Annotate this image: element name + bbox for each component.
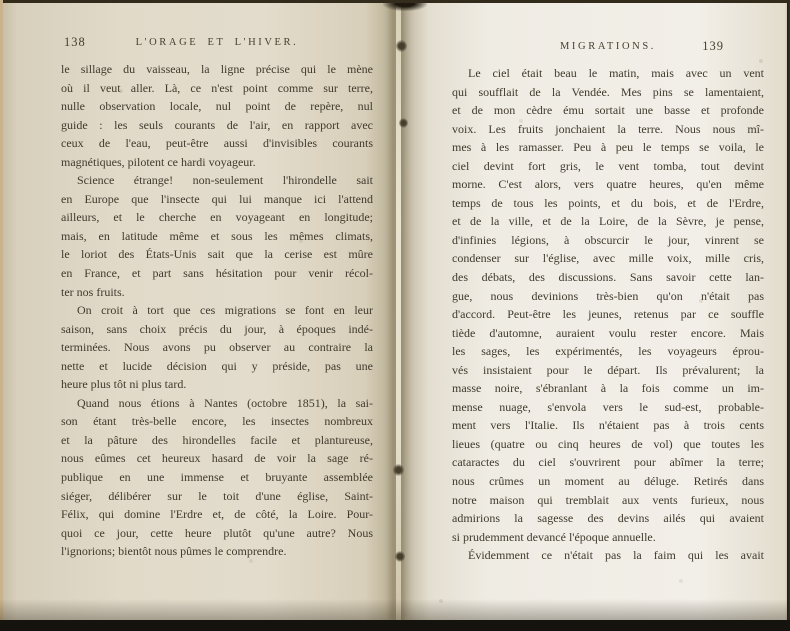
page-number-right: 139 (702, 39, 724, 53)
page-body (452, 64, 764, 565)
text-line: On croit à tort que ces migrations se font en leur (77, 303, 373, 318)
text-line: gue, nous devinions très-bien qu'on n'était pas (452, 288, 764, 303)
text-line: en Europe que l'insecte qui lui manque ici l'attend (61, 191, 373, 206)
photo-right-edge (785, 3, 790, 620)
text-line: nulle observation locale, nul point de repère, nul (61, 99, 373, 114)
page-body (61, 60, 373, 561)
text-line: tiède d'automne, auraient voulu rester encore. Mais (452, 325, 764, 340)
text-line: des débats, des discussions. Sans savoir cette lan- (452, 270, 764, 285)
text-line: vés insistaient pour le départ. Ils prévalurent; la (452, 362, 764, 377)
text-line: nous crûmes un moment au déluge. Retirés dans (452, 474, 764, 489)
text-line: ceux de l'eau, peut-être aussi d'invisibles courants (61, 136, 373, 151)
text-line: mes à les ramasser. Peu à peu le temps se voila, le (452, 140, 764, 155)
text-line: voix. Les fruits jonchaient la terre. Nous nous mî- (452, 121, 764, 136)
text-line: ailleurs, et le cherche en voyageant en longitude; (61, 210, 373, 225)
text-line: d'infinies légions, à obscurcir le jour, vinrent se (452, 232, 764, 247)
text-line: d'accord. Peut-être les jeunes, retenus par ce souffle (452, 307, 764, 322)
text-line: quoi ce jour, cette heure plutôt qu'une autre? Nous (61, 525, 373, 540)
text-line: mense nuage, s'envola vers le sud-est, probable- (452, 399, 764, 414)
text-line: Évidemment ce n'était pas la faim qui les avait (468, 548, 764, 563)
text-line: nette et lucide décision qui y préside, pas une (61, 358, 373, 373)
text-line: siéger, délibérer sur le toit d'une église, Saint- (61, 488, 373, 503)
text-line: et la pâture des hirondelles facile et plantureuse, (61, 432, 373, 447)
text-line: son étant très-belle encore, les insectes nombreux (61, 414, 373, 429)
binding-hole (395, 551, 405, 562)
page-bottom-shadow (0, 599, 790, 620)
text-line: guide : les seuls courants de l'air, en rapport avec (61, 117, 373, 132)
binding-hole (393, 464, 404, 476)
running-title-left: L'ORAGE ET L'HIVER. (135, 37, 299, 48)
photo-left-edge (0, 0, 3, 631)
text-line: morne. C'est alors, vers quatre heures, qu'en même (452, 177, 764, 192)
text-line: si prudemment devancé l'époque annuelle. (452, 529, 656, 544)
text-line: magnétiques, pilotent ce hardi voyageur. (61, 154, 256, 169)
text-line: Science étrange! non-seulement l'hirondelle sait (77, 173, 373, 188)
text-line: temps de tous les points, et du bois, et de l'Erdre, (452, 195, 764, 210)
binding-hole (396, 40, 407, 52)
page-number-left: 138 (64, 35, 86, 49)
text-line: ter nos fruits. (61, 284, 125, 299)
text-line: nous eûmes cet heureux hasard de voir la sage ré- (61, 451, 373, 466)
text-line: lieues (quatre ou cinq heures de vol) que toutes les (452, 436, 764, 451)
text-line: et de la ville, et de la Loire, de la Sèvre, je pense, (452, 214, 764, 229)
text-line: mais, en latitude même et sous les mêmes climats, (61, 228, 373, 243)
text-line: cataractes du ciel s'ouvrirent pour abîmer la terre; (452, 455, 764, 470)
text-line: publique en une immense et bruyante assemblée (61, 470, 373, 485)
text-line: ment vers l'Italie. Ils n'étaient pas à trois cents (452, 418, 764, 433)
text-line: masse noire, s'ébranlant à la fois comme un im- (452, 381, 764, 396)
photo-bottom-edge (0, 620, 790, 631)
binding-hole (399, 118, 408, 128)
text-line: heure plus tôt ni plus tard. (61, 377, 187, 392)
text-line: Quand nous étions à Nantes (octobre 1851), la sai- (77, 395, 373, 410)
text-line: Le ciel était beau le matin, mais avec un vent (468, 66, 764, 80)
text-line: et de mon cèdre ému sortait une basse et profonde (452, 103, 764, 118)
running-title-right: MIGRATIONS. (560, 41, 656, 52)
text-line: les sages, les expérimentés, les voyageurs éprou- (452, 344, 764, 359)
text-line: le loriot des États-Unis sait que la cerise est mûre (61, 247, 373, 262)
text-line: où il veut aller. Là, ce n'est point comme sur terre, (61, 80, 373, 95)
text-line: condenser sur l'église, avec mille voix, mille cris, (452, 251, 764, 266)
binding-crease (396, 3, 401, 620)
text-line: qui soufflait de la Vendée. Mes pins se lamentaient, (452, 84, 764, 99)
text-line: l'ignorions; bientôt nous pûmes le comprendre. (61, 544, 287, 559)
text-line: saison, sans choix précis du jour, à époques indé- (61, 321, 373, 336)
text-line: en France, et part sans hésitation pour venir récol- (61, 266, 373, 281)
text-line: Félix, qui domine l'Erdre et, de côté, la Loire. Pour- (61, 507, 373, 522)
text-line: terminées. Nous avons pu observer au contraire la (61, 340, 373, 355)
text-line: admirions la sagesse des devins ailés qui avaient (452, 511, 764, 526)
text-line: notre maison qui tremblait aux vents furieux, nous (452, 492, 764, 507)
text-line: ciel devint fort gris, le vent tomba, tout devint (452, 158, 764, 173)
text-line: le sillage du vaisseau, la ligne précise qui le mène (61, 62, 373, 76)
photo-top-edge (0, 0, 790, 3)
